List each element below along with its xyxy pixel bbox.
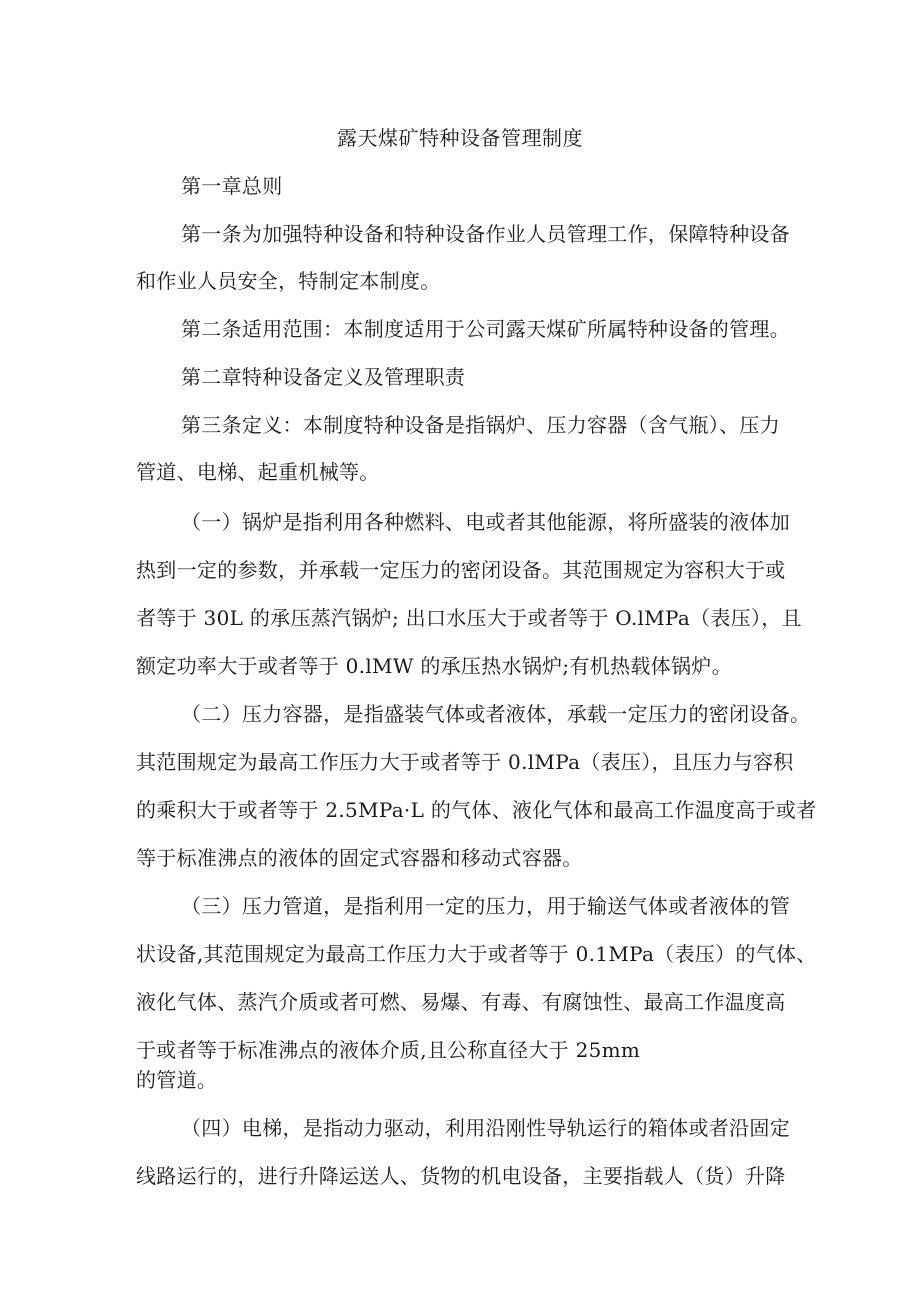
paragraph-line: 热到一定的参数，并承载一定压力的密闭设备。其范围规定为容积大于或 bbox=[136, 558, 786, 582]
paragraph-line: 和作业人员安全，特制定本制度。 bbox=[136, 269, 441, 293]
paragraph-line: （二）压力容器，是指盛装气体或者液体，承载一定压力的密闭设备。 bbox=[181, 702, 811, 726]
paragraph-line: 线路运行的，进行升降运送人、货物的机电设备，主要指载人（货）升降 bbox=[136, 1164, 786, 1188]
paragraph-line: 第一条为加强特种设备和特种设备作业人员管理工作，保障特种设备 bbox=[181, 222, 790, 246]
paragraph-line: （三）压力管道，是指利用一定的压力，用于输送气体或者液体的管 bbox=[181, 894, 790, 918]
paragraph-line: 第二条适用范围：本制度适用于公司露天煤矿所属特种设备的管理。 bbox=[181, 317, 790, 341]
paragraph-line: 状设备,其范围规定为最高工作压力大于或者等于 0.1MPa（表压）的气体、 bbox=[136, 942, 817, 966]
paragraph-line: 的管道。 bbox=[136, 1068, 218, 1092]
paragraph-line: （一）锅炉是指利用各种燃料、电或者其他能源，将所盛装的液体加 bbox=[181, 510, 790, 534]
paragraph-line: 于或者等于标准沸点的液体介质,且公称直径大于 25mm bbox=[136, 1038, 641, 1062]
paragraph-line: 者等于 30L 的承压蒸汽锅炉; 出口水压大于或者等于 O.lMPa（表压），且 bbox=[136, 606, 802, 630]
paragraph-line: 等于标准沸点的液体的固定式容器和移动式容器。 bbox=[136, 846, 583, 870]
chapter-heading: 第一章总则 bbox=[181, 174, 283, 198]
paragraph-line: 的乘积大于或者等于 2.5MPa·L 的气体、液化气体和最高工作温度高于或者 bbox=[136, 798, 817, 822]
paragraph-line: 液化气体、蒸汽介质或者可燃、易爆、有毒、有腐蚀性、最高工作温度高 bbox=[136, 990, 786, 1014]
paragraph-line: 其范围规定为最高工作压力大于或者等于 0.lMPa（表压），且压力与容积 bbox=[136, 750, 794, 774]
page-title: 露天煤矿特种设备管理制度 bbox=[337, 126, 583, 150]
paragraph-line: 管道、电梯、起重机械等。 bbox=[136, 460, 380, 484]
paragraph-line: 额定功率大于或者等于 0.lMW 的承压热水锅炉;有机热载体锅炉。 bbox=[136, 654, 732, 678]
paragraph-line: （四）电梯，是指动力驱动，利用沿刚性导轨运行的箱体或者沿固定 bbox=[181, 1116, 790, 1140]
chapter-heading: 第二章特种设备定义及管理职责 bbox=[181, 365, 466, 389]
paragraph-line: 第三条定义：本制度特种设备是指锅炉、压力容器（含气瓶）、压力 bbox=[181, 413, 780, 437]
